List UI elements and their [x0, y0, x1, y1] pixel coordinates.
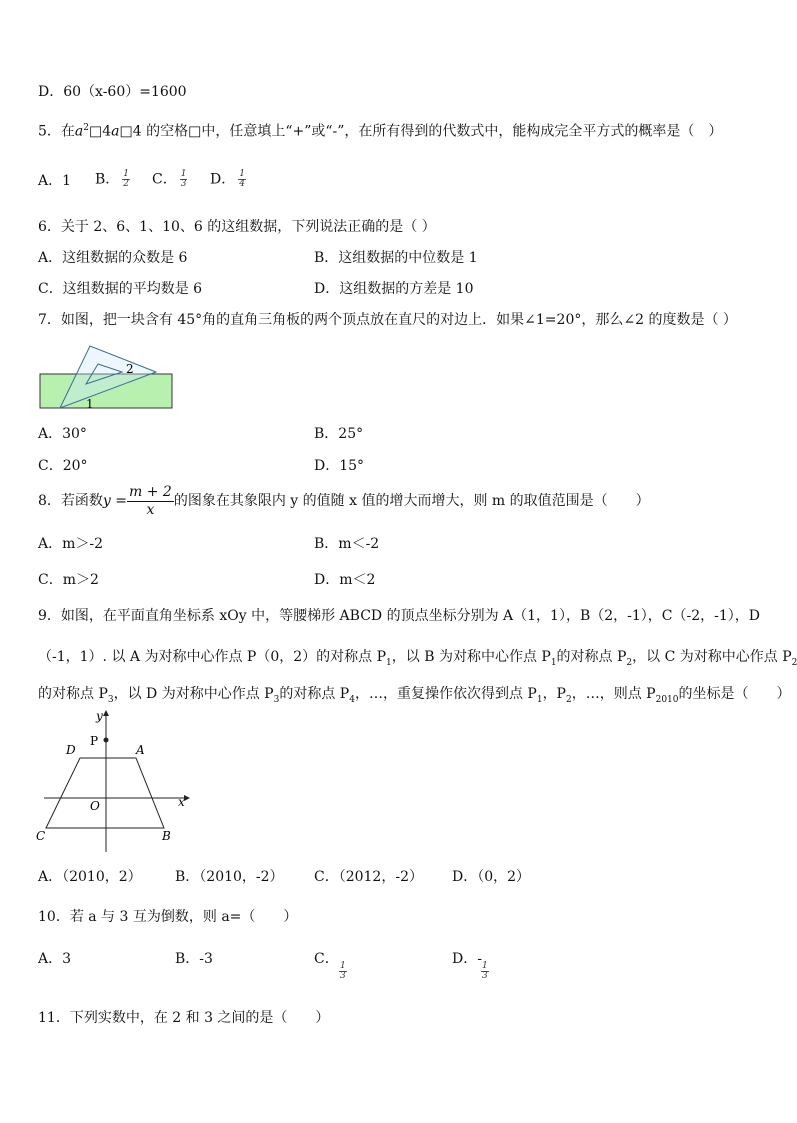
q9-line-2: （-1，1）. 以 A 为对称中心作点 P（0，2）的对称点 $P_1$，以 B 为对称中心作点 $P_1$的对称点 $P_2$，以 C 为对称中心作点 $P_2$ — [38, 649, 797, 668]
q7-option-a: A．30° — [38, 426, 87, 442]
label-b: B — [162, 829, 171, 843]
q9-option-a: A．（2010，2） — [38, 869, 142, 885]
label-p: P — [90, 734, 99, 748]
q10-option-b: B．-3 — [175, 951, 213, 967]
q6-option-a: A．这组数据的众数是 6 — [38, 250, 188, 266]
q5-option-a: A．1 — [38, 173, 72, 189]
label-c: C — [36, 829, 46, 843]
label-y: y — [96, 709, 103, 723]
y-axis-arrow — [103, 710, 109, 716]
q8-option-c: C．m＞2 — [38, 572, 99, 588]
q8-option-d: D．m＜2 — [314, 572, 376, 588]
q6-option-b: B．这组数据的中位数是 1 — [314, 250, 478, 266]
x-axis-arrow — [184, 795, 190, 801]
q5-option-c: C． $\frac{1}{3}$ — [152, 169, 187, 189]
q6-stem: 6．关于 2、6、1、10、6 的这组数据，下列说法正确的是（ ） — [38, 219, 436, 235]
trapezoid-abcd — [46, 758, 164, 828]
q7-figure — [36, 342, 178, 412]
q11-stem: 11．下列实数中，在 2 和 3 之间的是（ ） — [38, 1010, 330, 1026]
q6-option-d: D．这组数据的方差是 10 — [314, 281, 474, 297]
angle-1-label: 1 — [86, 397, 94, 411]
q8-stem: 8．若函数y = $\frac{m + 2}{x}$ 的图象在其象限内 y 的值随 x 值的增大而增大，则 m 的取值范围是（ ） — [38, 483, 650, 518]
label-o: O — [90, 799, 100, 813]
q10-option-d-fraction: $\frac{1}{3}$ — [482, 961, 488, 981]
q6-option-c: C．这组数据的平均数是 6 — [38, 281, 203, 297]
q9-option-b: B．（2010，-2） — [175, 869, 284, 885]
q9-line-1: 9．如图，在平面直角坐标系 xOy 中，等腰梯形 ABCD 的顶点坐标分别为 A（1，1），B（2，-1），C（-2，-1），D — [38, 608, 761, 624]
q9-line-3: 的对称点 $P_3$，以 D 为对称中心作点 $P_3$的对称点 $P_4$，…，重复操作依次得到点 $P_1$，$P_2$，…，则点 $P_{2010}$的坐标是（ ） — [38, 686, 791, 705]
q5-option-b: B． $\frac{1}{2}$ — [95, 169, 130, 189]
q10-stem: 10．若 a 与 3 互为倒数，则 a=（ ） — [38, 909, 298, 925]
point-p — [104, 738, 109, 743]
q10-option-c: C． — [314, 951, 339, 967]
label-a: A — [136, 743, 145, 757]
q7-stem: 7．如图，把一块含有 45°角的直角三角板的两个顶点放在直尺的对边上．如果∠1=20°，那么∠2 的度数是（ ） — [38, 312, 737, 328]
q9-figure — [34, 706, 194, 856]
q8-option-a: A．m＞-2 — [38, 536, 104, 552]
q9-option-d: D．（0，2） — [452, 869, 531, 885]
label-x: x — [178, 795, 185, 809]
label-d: D — [66, 743, 76, 757]
q5-stem: 5．在$a^2□4a□4$ 的空格□中，任意填上“+”或“-”，在所有得到的代数式中，能构成完全平方式的概率是（ ） — [38, 123, 723, 140]
q8-option-b: B．m＜-2 — [314, 536, 380, 552]
q7-option-c: C．20° — [38, 458, 88, 474]
q4-option-d: D．60（x-60）=1600 — [38, 84, 187, 100]
q10-option-d: D．- — [452, 951, 482, 967]
angle-2-label: 2 — [126, 362, 134, 376]
q10-option-c-fraction: $\frac{1}{3}$ — [340, 961, 346, 981]
q10-option-a: A．3 — [38, 951, 72, 967]
q7-option-b: B．25° — [314, 426, 364, 442]
q7-option-d: D．15° — [314, 458, 365, 474]
q9-option-c: C．（2012，-2） — [314, 869, 423, 885]
q5-option-d: D． $\frac{1}{4}$ — [210, 169, 245, 189]
